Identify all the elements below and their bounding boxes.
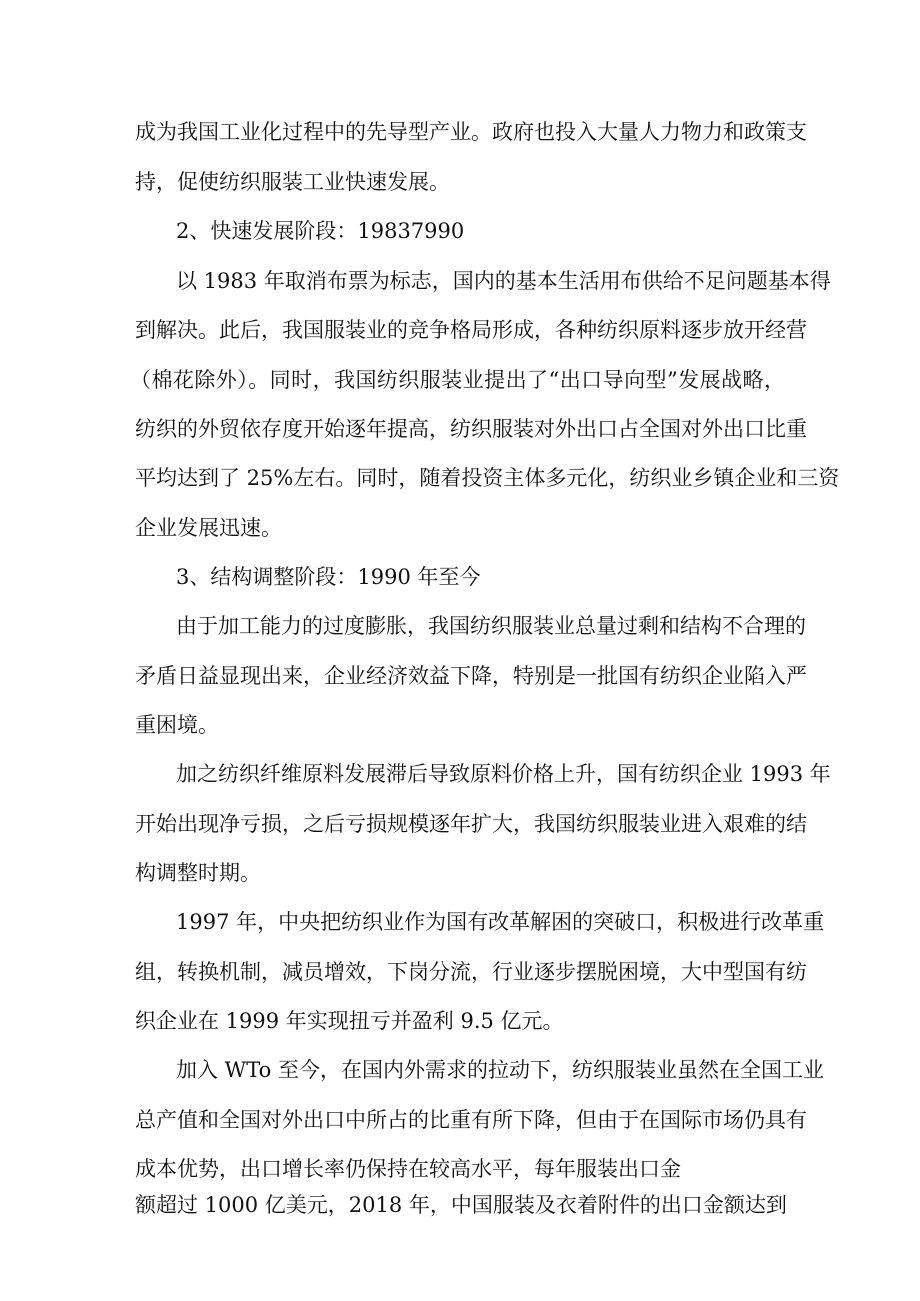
paragraph-line: 总产值和全国对外出口中所占的比重有所下降，但由于在国际市场仍具有 [135, 1108, 807, 1132]
paragraph-line: 加入 WTo 至今，在国内外需求的拉动下，纺织服装业虽然在全国工业 [176, 1058, 824, 1082]
heading-text: 3、结构调整阶段：1990 年至今 [176, 565, 481, 589]
text-line [0, 360, 920, 400]
section-heading [0, 211, 920, 251]
text-line [0, 853, 920, 893]
text-line [0, 112, 920, 152]
paragraph-line: 由于加工能力的过度膨胀，我国纺织服装业总量过剩和结构不合理的 [176, 614, 806, 638]
text-line [0, 261, 920, 301]
text-line [0, 458, 920, 498]
paragraph-line: 企业发展迅速。 [135, 516, 282, 540]
text-line [0, 804, 920, 844]
text-line [0, 952, 920, 992]
paragraph-line: 平均达到了 25%左右。同时，随着投资主体多元化，纺织业乡镇企业和三资 [135, 466, 840, 490]
paragraph-line: 加之纺织纤维原料发展滞后导致原料价格上升，国有纺织企业 1993 年 [176, 762, 831, 786]
paragraph-line: 成本优势，出口增长率仍保持在较高水平，每年服装出口金 [135, 1157, 681, 1181]
text-line [0, 162, 920, 202]
paragraph-line: 持，促使纺织服装工业快速发展。 [135, 170, 450, 194]
text-line [0, 1001, 920, 1041]
text-line [0, 1100, 920, 1140]
paragraph-line: 纺织的外贸依存度开始逐年提高，纺织服装对外出口占全国对外出口比重 [135, 417, 807, 441]
paragraph-line: 重困境。 [135, 713, 219, 737]
paragraph-line: 到解决。此后，我国服装业的竞争格局形成，各种纺织原料逐步放开经营 [135, 318, 807, 342]
paragraph-line: 织企业在 1999 年实现扭亏并盈利 9.5 亿元。 [135, 1009, 564, 1033]
text-line [0, 1185, 920, 1225]
text-line [0, 310, 920, 350]
text-line [0, 1050, 920, 1090]
text-line [0, 1149, 920, 1189]
paragraph-line: 矛盾日益显现出来，企业经济效益下降，特别是一批国有纺织企业陷入严 [135, 664, 807, 688]
paragraph-line: 组，转换机制，减员增效，下岗分流，行业逐步摆脱困境，大中型国有纺 [135, 960, 807, 984]
paragraph-line: 额超过 1000 亿美元，2018 年，中国服装及衣着附件的出口金额达到 [135, 1193, 787, 1217]
text-line [0, 606, 920, 646]
paragraph-line: 以 1983 年取消布票为标志，国内的基本生活用布供给不足问题基本得 [176, 269, 831, 293]
paragraph-line: 构调整时期。 [135, 861, 261, 885]
paragraph-line: 开始出现净亏损，之后亏损规模逐年扩大，我国纺织服装业进入艰难的结 [135, 812, 807, 836]
text-line [0, 508, 920, 548]
paragraph-line: 成为我国工业化过程中的先导型产业。政府也投入大量人力物力和政策支 [135, 120, 807, 144]
text-line [0, 902, 920, 942]
text-line [0, 754, 920, 794]
paragraph-line: 1997 年，中央把纺织业作为国有改革解困的突破口，积极进行改革重 [176, 910, 825, 934]
text-line [0, 705, 920, 745]
heading-text: 2、快速发展阶段：19837990 [176, 219, 465, 243]
paragraph-line: （棉花除外）。同时，我国纺织服装业提出了“出口导向型”发展战略， [130, 368, 785, 392]
text-line [0, 656, 920, 696]
text-line [0, 409, 920, 449]
section-heading [0, 557, 920, 597]
